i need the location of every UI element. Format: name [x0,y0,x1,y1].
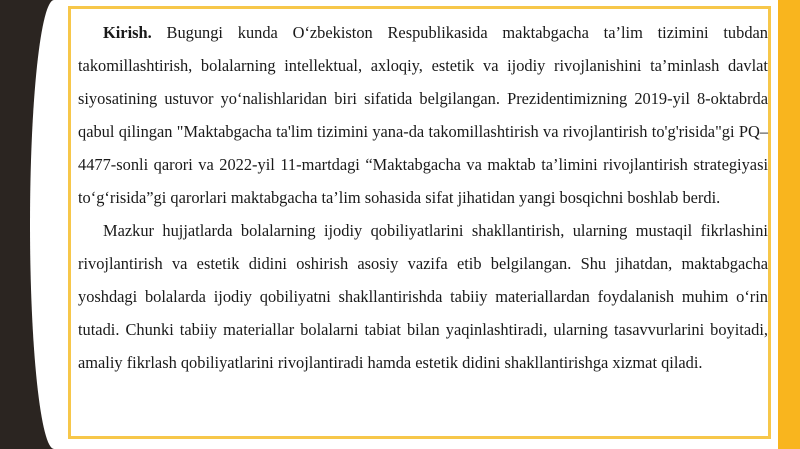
right-accent-band [778,0,800,449]
paragraph-lead: Kirish. [103,23,152,42]
paragraph-introduction [78,16,768,214]
paragraph-second: Mazkur hujjatlarda bolalarning ijodiy qobiliyatlarini shakllantirish, ularning mustaqil fikrlashini rivojlantirish va estetik didini oshirish asosiy vazifa etib belgilangan. Shu jihatdan, maktabgacha yoshdagi bolalarda ijodiy qobiliyatni shakllantirishda tabiiy materiallardan foydalanish muhim o‘rin tutadi. Chunki tabiiy materiallar bolalarni tabiat bilan yaqinlashtiradi, ularning tasavvurlarini boyitadi, amaliy fikrlash qobiliyatlarini rivojlantiradi hamda estetik didini shakllantirishga xizmat qiladi. [78,221,768,372]
left-decorative-curve [30,0,70,449]
document-body [78,16,768,379]
paragraph-introduction-text: Bugungi kunda O‘zbekiston Respublikasida maktabgacha ta’lim tizimini tubdan takomillashtirish, bolalarning intellektual, axloqiy, estetik va ijodiy rivojlanishini ta’minlash davlat siyosatining ustuvor yo‘nalishlaridan biri sifatida belgilangan. Prezidentimizning 2019-yil 8-oktabrda qabul qilingan "Maktabgacha ta'lim tizimini yana-da takomillashtirish va rivojlantirish to'g'risida"gi PQ–4477-sonli qarori va 2022-yil 11-martdagi “Maktabgacha va maktab ta’limini rivojlantirish strategiyasi to‘g‘risida”gi qarorlari maktabgacha ta’lim sohasida sifat jihatidan yangi bosqichni boshlab berdi. [78,23,768,207]
